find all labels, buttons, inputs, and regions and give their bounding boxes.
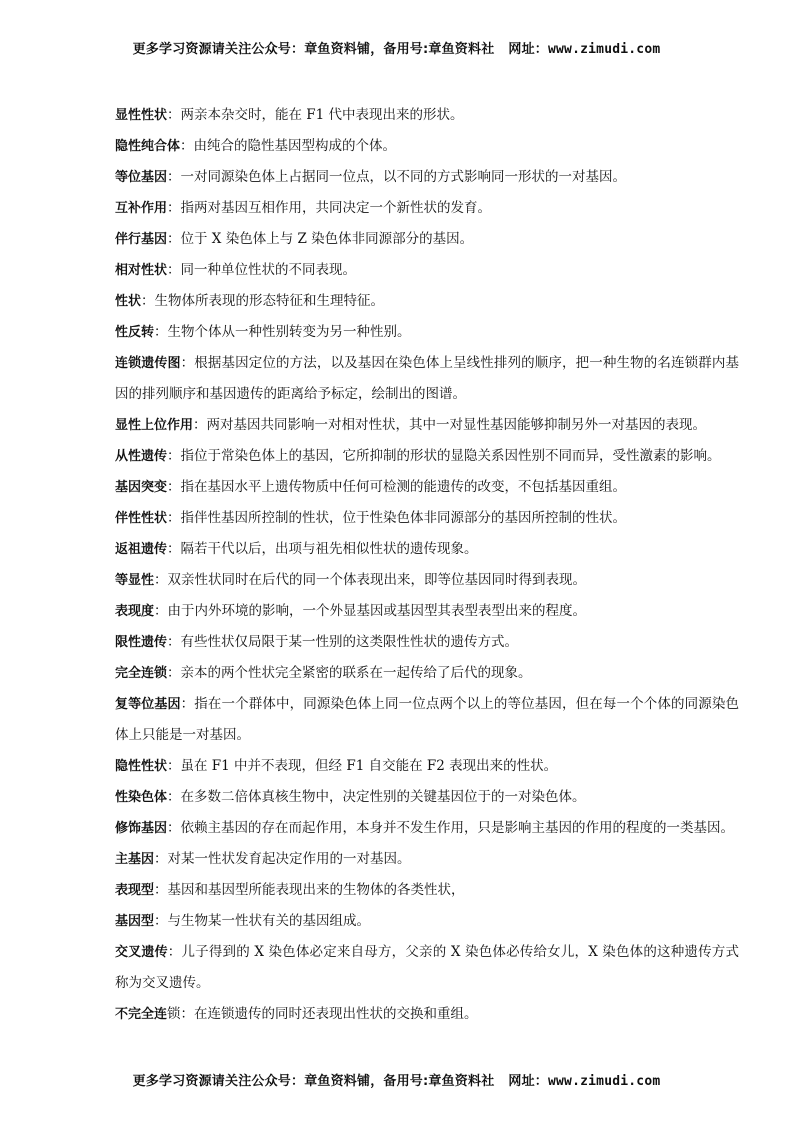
- glossary-entry: [115, 937, 739, 999]
- glossary-entry: [115, 131, 739, 162]
- entry-separator: ：: [154, 572, 168, 588]
- entry-separator: 锁：: [167, 1006, 195, 1022]
- entry-definition: 基因和基因型所能表现出来的生物体的各类性状，: [167, 882, 465, 898]
- glossary-entry: [115, 689, 739, 751]
- entry-separator: ：: [167, 820, 181, 836]
- entry-definition: 两亲本杂交时，能在 F1 代中表现出来的形状。: [180, 107, 464, 123]
- entry-definition: 一对同源染色体上占据同一位点，以不同的方式影响同一形状的一对基因。: [180, 169, 627, 185]
- glossary-entry: [115, 503, 739, 534]
- glossary-list: [115, 100, 739, 1030]
- entry-term: 伴性性状: [115, 511, 168, 526]
- entry-term: 主基因: [115, 852, 155, 867]
- glossary-entry: [115, 472, 739, 503]
- entry-term: 等位基因: [115, 170, 168, 185]
- glossary-entry: [115, 596, 739, 627]
- entry-definition: 双亲性状同时在后代的同一个体表现出来，即等位基因同时得到表现。: [167, 572, 587, 588]
- glossary-entry: [115, 813, 739, 844]
- glossary-entry: [115, 317, 739, 348]
- entry-term: 性染色体: [115, 790, 168, 805]
- entry-term: 限性遗传: [115, 635, 168, 650]
- entry-separator: ：: [167, 479, 181, 495]
- entry-definition: 亲本的两个性状完全紧密的联系在一起传给了后代的现象。: [180, 665, 532, 681]
- glossary-entry: [115, 999, 739, 1030]
- entry-separator: ：: [154, 882, 168, 898]
- entry-term: 互补作用: [115, 201, 168, 216]
- entry-definition: 由于内外环境的影响，一个外显基因或基因型其表型表型出来的程度。: [167, 603, 587, 619]
- glossary-entry: [115, 162, 739, 193]
- glossary-entry: [115, 410, 739, 441]
- entry-separator: ：: [167, 262, 181, 278]
- entry-definition: 生物个体从一种性别转变为另一种性别。: [167, 324, 411, 340]
- entry-definition: 在连锁遗传的同时还表现出性状的交换和重组。: [194, 1006, 478, 1022]
- entry-term: 表现度: [115, 604, 155, 619]
- entry-term: 性状: [115, 294, 142, 309]
- entry-separator: ：: [167, 634, 181, 650]
- entry-definition: 指两对基因互相作用，共同决定一个新性状的发育。: [180, 200, 492, 216]
- entry-term: 表现型: [115, 883, 155, 898]
- entry-separator: ：: [141, 293, 155, 309]
- entry-definition: 生物体所表现的形态特征和生理特征。: [154, 293, 385, 309]
- entry-term: 等显性: [115, 573, 155, 588]
- entry-separator: ：: [180, 696, 195, 712]
- entry-definition: 指在基因水平上遗传物质中任何可检测的能遗传的改变，不包括基因重组。: [180, 479, 627, 495]
- entry-separator: ：: [167, 200, 181, 216]
- entry-separator: ：: [167, 789, 181, 805]
- entry-separator: ：: [167, 541, 181, 557]
- entry-term: 从性遗传: [115, 449, 168, 464]
- entry-term: 不完全连: [115, 1007, 168, 1022]
- entry-separator: ：: [167, 510, 181, 526]
- entry-separator: ：: [167, 448, 181, 464]
- entry-definition: 指位于常染色体上的基因，它所抑制的形状的显隐关系因性别不同而异，受性激素的影响。: [180, 448, 721, 464]
- entry-separator: ：: [154, 603, 168, 619]
- glossary-entry: [115, 782, 739, 813]
- glossary-entry: [115, 255, 739, 286]
- header-text: 更多学习资源请关注公众号：章鱼资料铺，备用号:章鱼资料社: [132, 42, 495, 57]
- glossary-entry: [115, 286, 739, 317]
- page-header: [0, 38, 793, 57]
- entry-separator: ：: [167, 944, 182, 960]
- entry-separator: ：: [180, 138, 194, 154]
- entry-separator: ：: [180, 355, 195, 371]
- entry-term: 修饰基因: [115, 821, 168, 836]
- entry-separator: ：: [167, 758, 181, 774]
- header-url: 网址：www.zimudi.com: [508, 42, 661, 57]
- glossary-entry: [115, 534, 739, 565]
- entry-definition: 同一种单位性状的不同表现。: [180, 262, 357, 278]
- entry-separator: ：: [154, 913, 168, 929]
- glossary-entry: [115, 100, 739, 131]
- page-footer: [0, 1070, 793, 1089]
- entry-definition: 两对基因共同影响一对相对性状，其中一对显性基因能够抑制另外一对基因的表现。: [206, 417, 707, 433]
- glossary-entry: [115, 875, 739, 906]
- entry-separator: ：: [167, 231, 181, 247]
- entry-definition: 隔若干代以后，出项与祖先相似性状的遗传现象。: [180, 541, 478, 557]
- glossary-entry: [115, 627, 739, 658]
- glossary-entry: [115, 906, 739, 937]
- entry-term: 完全连锁: [115, 666, 168, 681]
- entry-term: 隐性纯合体: [115, 139, 181, 154]
- entry-separator: ：: [154, 851, 168, 867]
- glossary-entry: [115, 441, 739, 472]
- entry-definition: 指伴性基因所控制的性状，位于性染色体非同源部分的基因所控制的性状。: [180, 510, 627, 526]
- glossary-entry: [115, 565, 739, 596]
- entry-definition: 位于 X 染色体上与 Z 染色体非同源部分的基因。: [180, 231, 474, 247]
- entry-term: 显性上位作用: [115, 418, 194, 433]
- entry-term: 返祖遗传: [115, 542, 168, 557]
- entry-definition: 指在一个群体中，同源染色体上同一位点两个以上的等位基因，但在每一个个体的同源染色体上只能是一对基因。: [115, 696, 740, 743]
- glossary-entry: [115, 348, 739, 410]
- entry-term: 复等位基因: [115, 697, 181, 712]
- entry-definition: 与生物某一性状有关的基因组成。: [167, 913, 371, 929]
- entry-term: 显性性状: [115, 108, 168, 123]
- footer-url: 网址：www.zimudi.com: [508, 1074, 661, 1089]
- glossary-entry: [115, 224, 739, 255]
- entry-term: 连锁遗传图: [115, 356, 181, 371]
- entry-term: 性反转: [115, 325, 155, 340]
- entry-definition: 儿子得到的 X 染色体必定来自母方，父亲的 X 染色体必传给女儿，X 染色体的这种遗传方式称为交叉遗传。: [115, 944, 739, 991]
- entry-separator: ：: [167, 107, 181, 123]
- entry-definition: 根据基因定位的方法，以及基因在染色体上呈线性排列的顺序，把一种生物的名连锁群内基因的排列顺序和基因遗传的距离给予标定，绘制出的图谱。: [115, 355, 740, 402]
- entry-definition: 在多数二倍体真核生物中，决定性别的关键基因位于的一对染色体。: [180, 789, 586, 805]
- footer-text: 更多学习资源请关注公众号：章鱼资料铺，备用号:章鱼资料社: [132, 1074, 495, 1089]
- entry-definition: 依赖主基因的存在而起作用，本身并不发生作用，只是影响主基因的作用的程度的一类基因。: [180, 820, 735, 836]
- entry-separator: ：: [154, 324, 168, 340]
- entry-term: 基因型: [115, 914, 155, 929]
- entry-separator: ：: [167, 169, 181, 185]
- entry-definition: 对某一性状发育起决定作用的一对基因。: [167, 851, 411, 867]
- entry-definition: 有些性状仅局限于某一性别的这类限性性状的遗传方式。: [180, 634, 519, 650]
- glossary-entry: [115, 751, 739, 782]
- entry-definition: 由纯合的隐性基因型构成的个体。: [193, 138, 397, 154]
- entry-term: 相对性状: [115, 263, 168, 278]
- entry-separator: ：: [193, 417, 207, 433]
- entry-definition: 虽在 F1 中并不表现，但经 F1 自交能在 F2 表现出来的性状。: [180, 758, 558, 774]
- entry-term: 隐性性状: [115, 759, 168, 774]
- entry-term: 交叉遗传: [115, 945, 168, 960]
- glossary-entry: [115, 844, 739, 875]
- entry-separator: ：: [167, 665, 181, 681]
- entry-term: 伴行基因: [115, 232, 168, 247]
- glossary-entry: [115, 193, 739, 224]
- glossary-entry: [115, 658, 739, 689]
- entry-term: 基因突变: [115, 480, 168, 495]
